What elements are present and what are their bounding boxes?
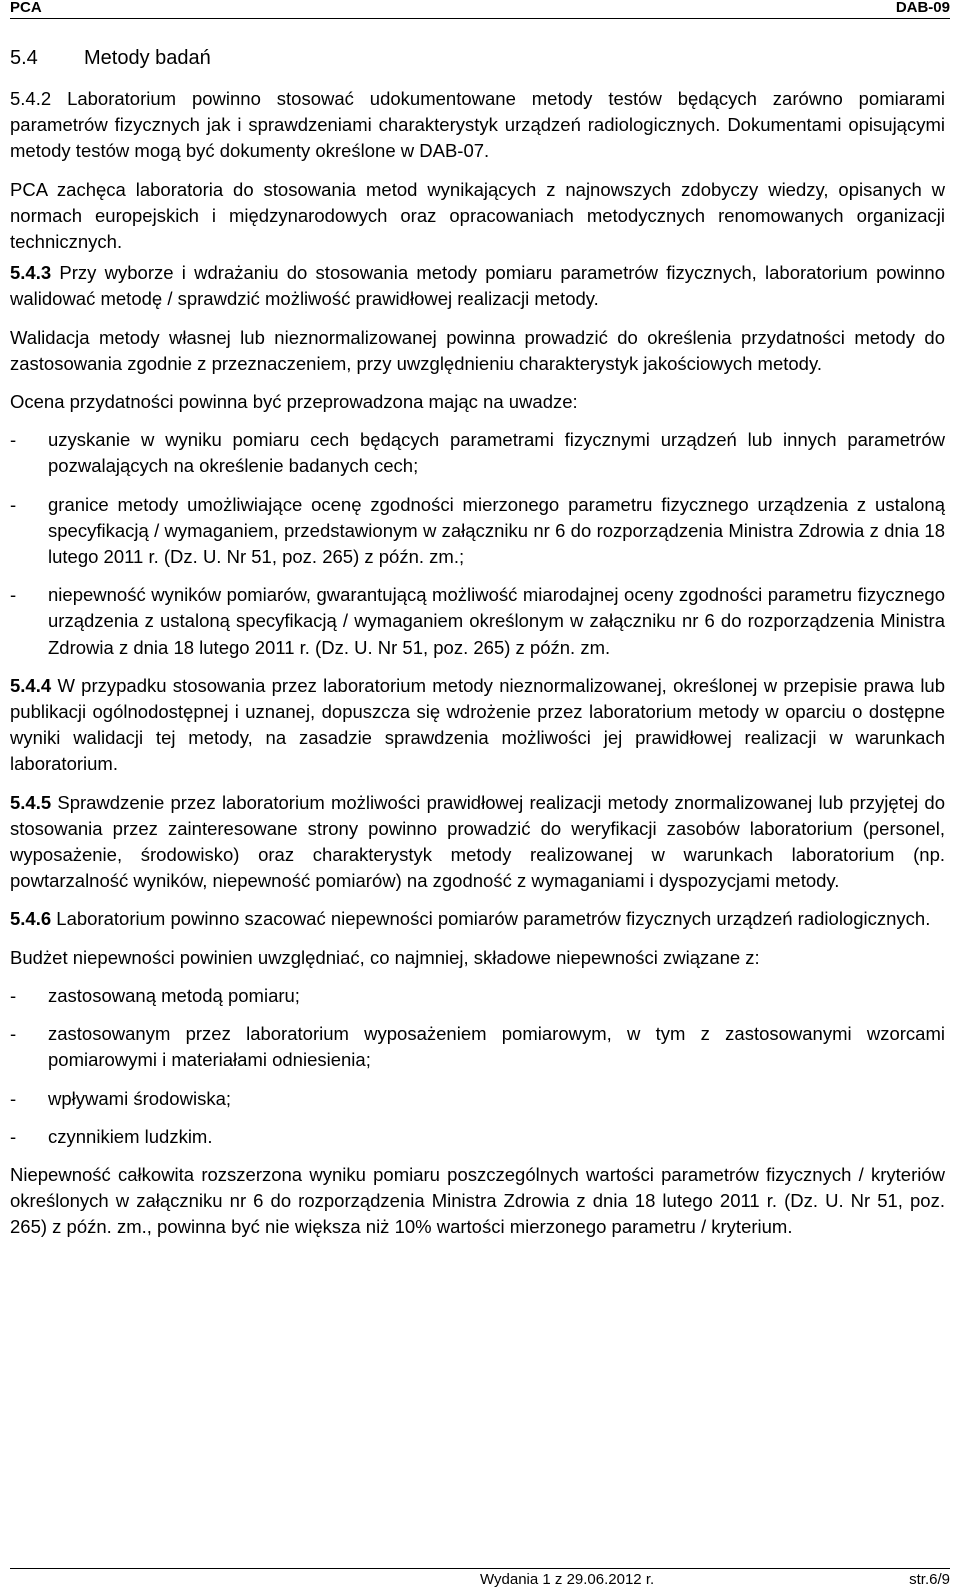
- clause-text: Laboratorium powinno stosować udokumentowane metody testów będących zarówno pomiarami parametrów fizycznych jak i sprawdzeniami charakterystyk urządzeń radiologicznych. Dokumentami opisującymi metody testów mogą być dokumenty określone w DAB-07.: [10, 88, 945, 162]
- paragraph-5-4-4: [10, 673, 945, 778]
- budzet-list: [10, 983, 945, 1150]
- header-doc-code: DAB-09: [895, 0, 950, 16]
- list-item: - zastosowanym przez laboratorium wyposażeniem pomiarowym, w tym z zastosowanymi wzorcami pomiarowymi i materiałami odniesienia;: [10, 1021, 945, 1073]
- clause-number: 5.4.6: [10, 908, 52, 930]
- paragraph-ocena: Ocena przydatności powinna być przeprowadzona mając na uwadze:: [10, 391, 578, 413]
- page-footer: [10, 1568, 950, 1590]
- document-body: [10, 44, 945, 1241]
- paragraph-5-4-2: [10, 86, 945, 165]
- page-number: str.6/9: [909, 1571, 950, 1588]
- ocena-list: [10, 427, 945, 661]
- paragraph-niepewnosc: Niepewność całkowita rozszerzona wyniku pomiaru poszczególnych wartości parametrów fizycznych / kryteriów określonych w załączniku nr 6 do rozporządzenia Ministra Zdrowia z dnia 18 lutego 2011 r. (Dz. U. Nr 51, poz. 265) z późn. zm., powinna być nie większa niż 10% wartości mierzonego parametru / kryterium.: [10, 1163, 945, 1238]
- paragraph-walidacja: Walidacja metody własnej lub nieznormalizowanej powinna prowadzić do określenia przydatności metody do zastosowania zgodnie z przeznaczeniem, przy uwzględnieniu charakterystyk jakościowych metody.: [10, 326, 945, 374]
- list-item: - uzyskanie w wyniku pomiaru cech będących parametrami fizycznymi urządzeń lub innych parametrów pozwalających na określenie badanych cech;: [10, 427, 945, 479]
- paragraph-budzet: Budżet niepewności powinien uwzględniać, co najmniej, składowe niepewności związane z:: [10, 946, 760, 968]
- edition-info: Wydania 1 z 29.06.2012 r.: [480, 1571, 655, 1588]
- section-heading: [10, 44, 945, 72]
- page-header: [10, 0, 950, 19]
- clause-number: 5.4.2: [10, 88, 52, 109]
- paragraph-pca: PCA zachęca laboratoria do stosowania metod wynikających z najnowszych zdobyczy wiedzy, opisanych w normach europejskich i międzynarodowych oraz opracowaniach metodycznych renomowanych organizacji technicznych.: [10, 178, 945, 253]
- paragraph-5-4-6: [10, 906, 945, 932]
- list-item: - granice metody umożliwiające ocenę zgodności mierzonego parametru fizycznego urządzenia z ustaloną specyfikacją / wymaganiem, przedstawionym w załączniku nr 6 do rozporządzenia Ministra Zdrowia z dnia 18 lutego 2011 r. (Dz. U. Nr 51, poz. 265) z późn. zm.;: [10, 492, 945, 571]
- header-org: PCA: [10, 0, 42, 16]
- list-item: - zastosowaną metodą pomiaru;: [10, 983, 945, 1009]
- clause-text: Laboratorium powinno szacować niepewności pomiarów parametrów fizycznych urządzeń radiologicznych.: [56, 908, 931, 930]
- clause-text: W przypadku stosowania przez laboratorium metody nieznormalizowanej, określonej w przepisie prawa lub publikacji ogólnodostępnej i uznanej, dopuszcza się wdrożenie przez laboratorium metody w oparciu o dostępne wyniki walidacji tej metody, na zasadzie sprawdzenia możliwości jej prawidłowej realizacji w warunkach laboratorium.: [10, 674, 946, 775]
- clause-number: 5.4.4: [10, 674, 52, 696]
- clause-number: 5.4.3: [10, 262, 52, 284]
- paragraph-5-4-5: [10, 790, 945, 895]
- list-item: - czynnikiem ludzkim.: [10, 1124, 945, 1150]
- section-title: Metody badań: [84, 47, 211, 69]
- clause-number: 5.4.5: [10, 791, 52, 813]
- list-item: - wpływami środowiska;: [10, 1086, 945, 1112]
- section-number: 5.4: [10, 47, 38, 69]
- paragraph-5-4-3: [10, 260, 945, 312]
- list-item: - niepewność wyników pomiarów, gwarantującą możliwość miarodajnej oceny zgodności parametru fizycznego urządzenia z ustaloną specyfikacją / wymaganiem określonym w załączniku nr 6 do rozporządzenia Ministra Zdrowia z dnia 18 lutego 2011 r. (Dz. U. Nr 51, poz. 265) z późn. zm.: [10, 582, 945, 661]
- clause-text: Przy wyborze i wdrażaniu do stosowania metody pomiaru parametrów fizycznych, laboratorium powinno walidować metodę / sprawdzić możliwość prawidłowej realizacji metody.: [10, 262, 945, 310]
- clause-text: Sprawdzenie przez laboratorium możliwości prawidłowej realizacji metody znormalizowanej lub przyjętej do stosowania przez zainteresowane strony powinno prowadzić do weryfikacji zasobów laboratorium (personel, wyposażenie, środowisko) oraz charakterystyk metody realizowanej w warunkach laboratorium (np. powtarzalność wyników, niepewność pomiarów) na zgodność z wymaganiami i dyspozycjami metody.: [10, 791, 945, 892]
